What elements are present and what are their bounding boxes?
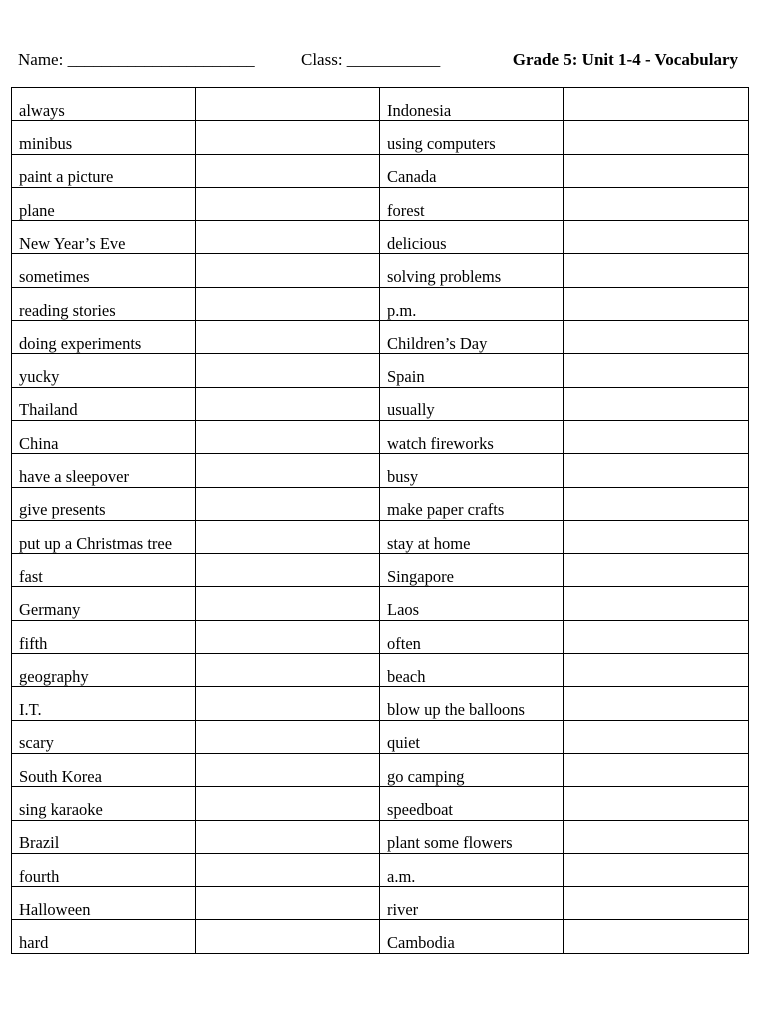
vocab-word: scary [19,733,54,753]
table-row [12,187,749,220]
vocab-word: minibus [19,134,73,154]
vocab-word: Indonesia [387,100,452,120]
vocab-word: hard [19,933,49,953]
answer-cell-right[interactable] [564,787,749,820]
vocab-word: using computers [387,134,496,154]
table-row [12,287,749,320]
word-cell-right [380,487,564,520]
word-cell-right [380,221,564,254]
answer-cell-left[interactable] [196,887,380,920]
word-cell-right [380,820,564,853]
word-cell-left [12,187,196,220]
vocab-word: delicious [387,233,447,253]
table-row [12,620,749,653]
vocab-word: have a sleepover [19,467,129,487]
vocab-word: always [19,100,65,120]
table-row [12,920,749,953]
answer-cell-left[interactable] [196,554,380,587]
answer-cell-right[interactable] [564,820,749,853]
answer-cell-right[interactable] [564,221,749,254]
vocab-word: usually [387,400,435,420]
answer-cell-left[interactable] [196,753,380,786]
vocab-word: give presents [19,500,106,520]
vocab-word: Brazil [19,833,60,853]
vocab-word: Halloween [19,899,91,919]
answer-cell-left[interactable] [196,687,380,720]
answer-cell-left[interactable] [196,620,380,653]
table-row [12,121,749,154]
vocab-word: South Korea [19,766,102,786]
answer-cell-left[interactable] [196,654,380,687]
worksheet-header [18,50,738,74]
vocab-word: doing experiments [19,333,142,353]
vocab-word: blow up the balloons [387,700,525,720]
vocab-word: Germany [19,600,81,620]
answer-cell-right[interactable] [564,420,749,453]
vocab-word: often [387,633,421,653]
word-cell-right [380,121,564,154]
table-row [12,354,749,387]
answer-cell-left[interactable] [196,587,380,620]
word-cell-right [380,154,564,187]
vocab-word: forest [387,200,425,220]
table-row [12,654,749,687]
table-row [12,520,749,553]
vocab-word: plane [19,200,55,220]
answer-cell-right[interactable] [564,687,749,720]
word-cell-left [12,88,196,121]
word-cell-right [380,88,564,121]
answer-cell-left[interactable] [196,121,380,154]
vocab-word: fifth [19,633,48,653]
table-row [12,487,749,520]
word-cell-left [12,121,196,154]
answer-cell-right[interactable] [564,887,749,920]
word-cell-right [380,753,564,786]
word-cell-right [380,720,564,753]
table-row [12,454,749,487]
answer-cell-left[interactable] [196,354,380,387]
word-cell-right [380,587,564,620]
answer-cell-right[interactable] [564,654,749,687]
word-cell-left [12,154,196,187]
vocab-word: yucky [19,367,60,387]
table-row [12,753,749,786]
answer-cell-right[interactable] [564,487,749,520]
answer-cell-right[interactable] [564,387,749,420]
table-row [12,88,749,121]
word-cell-right [380,787,564,820]
word-cell-right [380,287,564,320]
answer-cell-right[interactable] [564,720,749,753]
word-cell-left [12,654,196,687]
answer-cell-left[interactable] [196,254,380,287]
answer-cell-right[interactable] [564,853,749,886]
word-cell-left [12,554,196,587]
word-cell-right [380,387,564,420]
word-cell-left [12,321,196,354]
answer-cell-right[interactable] [564,620,749,653]
answer-cell-left[interactable] [196,787,380,820]
word-cell-right [380,420,564,453]
vocab-word: Canada [387,167,437,187]
table-row [12,321,749,354]
word-cell-right [380,687,564,720]
word-cell-right [380,454,564,487]
word-cell-right [380,187,564,220]
word-cell-right [380,321,564,354]
table-row [12,820,749,853]
word-cell-left [12,920,196,953]
word-cell-left [12,887,196,920]
word-cell-left [12,620,196,653]
word-cell-left [12,487,196,520]
vocab-word: fourth [19,866,60,886]
vocab-word: Laos [387,600,420,620]
answer-cell-right[interactable] [564,154,749,187]
table-row [12,587,749,620]
vocab-word: make paper crafts [387,500,505,520]
answer-cell-left[interactable] [196,520,380,553]
answer-cell-right[interactable] [564,187,749,220]
vocab-word: quiet [387,733,420,753]
vocab-word: plant some flowers [387,833,513,853]
vocab-word: busy [387,467,419,487]
answer-cell-left[interactable] [196,720,380,753]
vocab-word: Singapore [387,566,454,586]
word-cell-right [380,620,564,653]
word-cell-right [380,654,564,687]
answer-cell-right[interactable] [564,287,749,320]
vocab-word: reading stories [19,300,116,320]
vocabulary-table [11,87,749,954]
word-cell-left [12,753,196,786]
answer-cell-left[interactable] [196,487,380,520]
answer-cell-right[interactable] [564,587,749,620]
vocab-word: China [19,433,59,453]
word-cell-left [12,820,196,853]
answer-cell-left[interactable] [196,454,380,487]
answer-cell-left[interactable] [196,154,380,187]
table-row [12,221,749,254]
vocab-word: stay at home [387,533,471,553]
vocab-word: Children’s Day [387,333,488,353]
answer-cell-left[interactable] [196,88,380,121]
answer-cell-right[interactable] [564,321,749,354]
answer-cell-right[interactable] [564,920,749,953]
word-cell-right [380,254,564,287]
answer-cell-right[interactable] [564,554,749,587]
table-row [12,554,749,587]
answer-cell-left[interactable] [196,420,380,453]
vocab-word: fast [19,566,43,586]
word-cell-right [380,920,564,953]
word-cell-right [380,554,564,587]
vocab-word: geography [19,666,89,686]
worksheet-title: Grade 5: Unit 1-4 - Vocabulary [512,50,738,69]
table-row [12,787,749,820]
answer-cell-left[interactable] [196,387,380,420]
vocab-word: sing karaoke [19,800,103,820]
answer-cell-left[interactable] [196,820,380,853]
answer-cell-left[interactable] [196,853,380,886]
word-cell-left [12,387,196,420]
word-cell-right [380,853,564,886]
table-row [12,154,749,187]
word-cell-left [12,853,196,886]
word-cell-left [12,687,196,720]
answer-cell-left[interactable] [196,287,380,320]
name-field-label[interactable]: Name: ______________________ [18,50,255,69]
answer-cell-right[interactable] [564,88,749,121]
table-row [12,887,749,920]
answer-cell-right[interactable] [564,354,749,387]
word-cell-left [12,520,196,553]
vocab-word: paint a picture [19,167,114,187]
vocab-word: solving problems [387,267,502,287]
vocab-word: river [387,899,419,919]
word-cell-right [380,520,564,553]
answer-cell-left[interactable] [196,321,380,354]
vocab-word: a.m. [387,866,416,886]
word-cell-right [380,887,564,920]
table-row [12,420,749,453]
answer-cell-right[interactable] [564,121,749,154]
answer-cell-left[interactable] [196,187,380,220]
vocab-word: watch fireworks [387,433,494,453]
vocab-word: p.m. [387,300,417,320]
word-cell-left [12,354,196,387]
answer-cell-right[interactable] [564,753,749,786]
vocab-word: sometimes [19,267,90,287]
answer-cell-right[interactable] [564,454,749,487]
word-cell-left [12,221,196,254]
answer-cell-left[interactable] [196,221,380,254]
table-row [12,254,749,287]
word-cell-left [12,420,196,453]
word-cell-left [12,720,196,753]
vocab-word: Spain [387,367,425,387]
word-cell-left [12,454,196,487]
vocab-word: Thailand [19,400,78,420]
vocab-word: New Year’s Eve [19,233,126,253]
vocab-word: beach [387,666,426,686]
vocab-word: go camping [387,766,465,786]
vocab-word: Cambodia [387,933,455,953]
table-row [12,853,749,886]
vocab-word: I.T. [19,700,42,720]
table-row [12,687,749,720]
vocab-word: speedboat [387,800,453,820]
table-row [12,387,749,420]
word-cell-left [12,587,196,620]
vocab-word: put up a Christmas tree [19,533,173,553]
word-cell-right [380,354,564,387]
word-cell-left [12,787,196,820]
answer-cell-left[interactable] [196,920,380,953]
word-cell-left [12,254,196,287]
class-field-label[interactable]: Class: ___________ [301,50,441,69]
table-row [12,720,749,753]
answer-cell-right[interactable] [564,520,749,553]
word-cell-left [12,287,196,320]
answer-cell-right[interactable] [564,254,749,287]
